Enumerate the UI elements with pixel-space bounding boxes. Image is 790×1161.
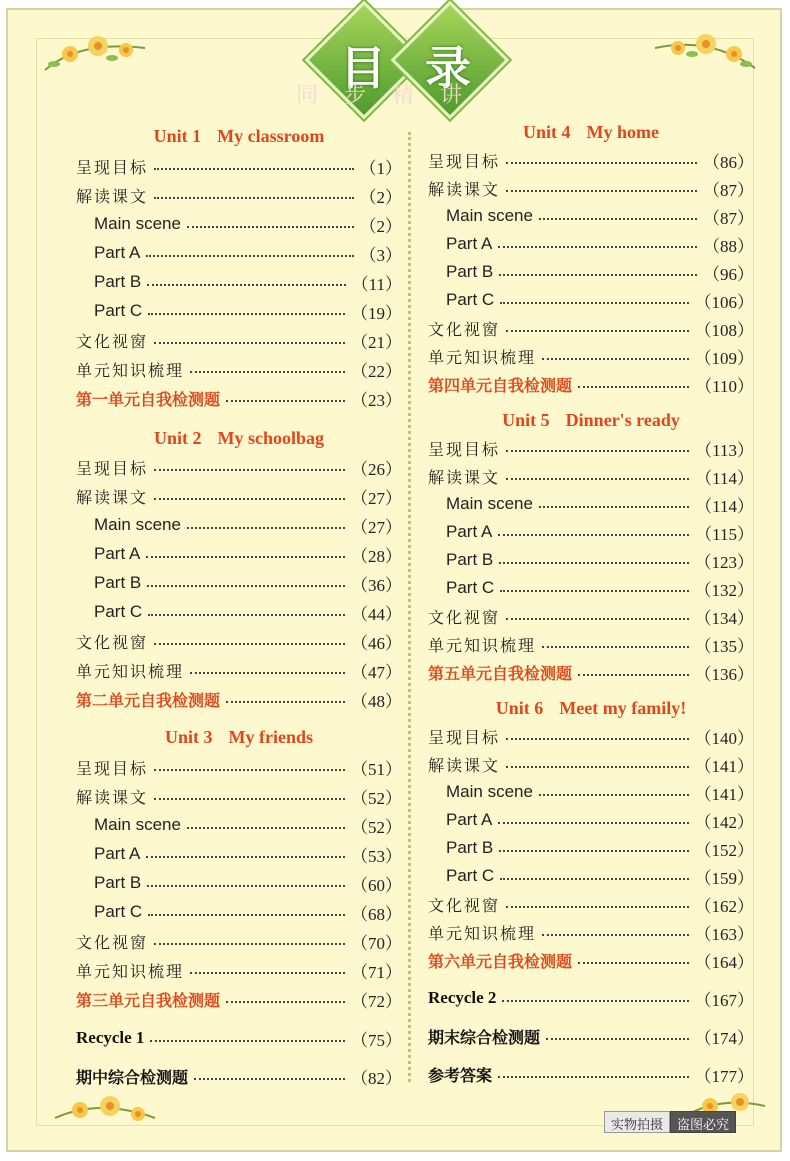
entry-label: Part C — [94, 301, 143, 320]
flower-decoration-icon — [650, 28, 760, 78]
toc-entry[interactable] — [428, 750, 754, 778]
toc-entry[interactable] — [76, 326, 402, 354]
entry-label: 文化视窗 — [76, 632, 149, 652]
toc-entry[interactable] — [76, 811, 402, 839]
entry-page: （96） — [703, 264, 754, 284]
toc-entry-test[interactable] — [76, 685, 402, 713]
toc-entry[interactable] — [76, 598, 402, 626]
toc-entry[interactable] — [76, 656, 402, 684]
entry-label: 第二单元自我检测题 — [76, 690, 221, 710]
entry-page: （113） — [695, 440, 754, 460]
entry-page: （21） — [351, 332, 402, 352]
unit-4-heading[interactable]: Unit 4 My home — [523, 122, 659, 142]
entry-page: （47） — [351, 662, 402, 682]
entry-label: Main scene — [94, 815, 181, 834]
entry-page: （140） — [694, 728, 754, 748]
entry-page: （114） — [695, 496, 754, 516]
entry-page: （75） — [351, 1030, 402, 1050]
entry-label: 文化视窗 — [76, 932, 149, 952]
toc-entry[interactable] — [428, 778, 754, 806]
entry-page: （82） — [351, 1068, 402, 1088]
column-divider — [408, 132, 411, 1082]
entry-label: Part A — [446, 810, 493, 829]
entry-page: （163） — [694, 924, 754, 944]
entry-page: （51） — [351, 759, 402, 779]
entry-label: Part B — [94, 573, 142, 592]
toc-entry[interactable] — [428, 890, 754, 918]
toc-entry[interactable] — [76, 453, 402, 481]
flower-decoration-icon — [40, 30, 150, 80]
entry-label: 单元知识梳理 — [428, 923, 537, 943]
toc-entry[interactable] — [76, 181, 402, 209]
entry-label: Part A — [94, 243, 141, 262]
faded-subtitle: 同步精讲 — [296, 83, 489, 108]
entry-label: Part C — [446, 290, 495, 309]
entry-label: 解读课文 — [428, 467, 501, 487]
entry-label: 第一单元自我检测题 — [76, 389, 221, 409]
unit-1-heading[interactable]: Unit 1 My classroom — [153, 126, 325, 146]
entry-page: （142） — [694, 812, 754, 832]
title-char-2: 录 — [425, 41, 471, 95]
entry-label: 第六单元自我检测题 — [428, 951, 573, 971]
entry-label: Part B — [446, 838, 494, 857]
toc-entry[interactable] — [76, 869, 402, 897]
toc-entry[interactable] — [76, 210, 402, 238]
entry-page: （123） — [694, 552, 754, 572]
toc-entry-test[interactable] — [76, 985, 402, 1013]
entry-page: （87） — [703, 180, 754, 200]
entry-page: （70） — [351, 933, 402, 953]
entry-label: Part C — [94, 902, 143, 921]
toc-entry[interactable] — [428, 602, 754, 630]
entry-label: Part A — [94, 544, 141, 563]
entry-label: Part B — [446, 262, 494, 281]
entry-page: （132） — [694, 580, 754, 600]
toc-entry-test[interactable] — [76, 384, 402, 412]
toc-entry[interactable] — [428, 574, 754, 602]
entry-page: （136） — [694, 664, 754, 684]
entry-page: （87） — [703, 208, 754, 228]
entry-page: （167） — [694, 990, 754, 1010]
entry-page: （114） — [695, 468, 754, 488]
unit-5-heading[interactable]: Unit 5 Dinner's ready — [502, 410, 680, 430]
entry-page: （52） — [351, 788, 402, 808]
entry-page: （152） — [694, 840, 754, 860]
entry-label: 解读课文 — [76, 787, 149, 807]
toc-entry[interactable] — [76, 782, 402, 810]
entry-page: （53） — [351, 846, 402, 866]
entry-label: Part C — [446, 578, 495, 597]
toc-entry[interactable] — [76, 569, 402, 597]
toc-entry[interactable] — [76, 753, 402, 781]
entry-page: （2） — [359, 216, 402, 236]
toc-entry[interactable] — [428, 258, 754, 286]
entry-page: （48） — [351, 691, 402, 711]
toc-entry[interactable] — [76, 482, 402, 510]
entry-label: Part B — [446, 550, 494, 569]
entry-label: Main scene — [446, 206, 533, 225]
toc-entry[interactable] — [428, 722, 754, 750]
entry-label: 文化视窗 — [428, 319, 501, 339]
entry-page: （110） — [695, 376, 754, 396]
toc-entry-final[interactable] — [428, 1022, 754, 1050]
toc-entry-test[interactable] — [428, 946, 754, 974]
toc-entry[interactable] — [76, 927, 402, 955]
entry-label: 文化视窗 — [428, 895, 501, 915]
entry-page: （134） — [694, 608, 754, 628]
entry-label: 期中综合检测题 — [76, 1067, 189, 1087]
entry-label: 呈现目标 — [76, 458, 149, 478]
entry-label: 解读课文 — [76, 186, 149, 206]
entry-label: Part A — [446, 522, 493, 541]
entry-label: Main scene — [446, 782, 533, 801]
toc-entry[interactable] — [76, 297, 402, 325]
toc-entry[interactable] — [76, 239, 402, 267]
entry-label: 呈现目标 — [428, 151, 501, 171]
entry-page: （26） — [351, 459, 402, 479]
entry-label: 第三单元自我检测题 — [76, 990, 221, 1010]
toc-entry[interactable] — [76, 956, 402, 984]
toc-entry-midterm[interactable] — [76, 1062, 402, 1090]
watermark-stamp — [604, 1111, 736, 1133]
entry-page: （109） — [694, 348, 754, 368]
entry-label: 文化视窗 — [76, 331, 149, 351]
toc-entry[interactable] — [428, 806, 754, 834]
entry-label: Recycle 1 — [76, 1028, 145, 1047]
entry-page: （23） — [351, 390, 402, 410]
toc-entry[interactable] — [76, 355, 402, 383]
toc-entry[interactable] — [76, 511, 402, 539]
toc-entry-test[interactable] — [428, 370, 754, 398]
entry-page: （27） — [351, 488, 402, 508]
entry-page: （88） — [703, 236, 754, 256]
entry-label: Main scene — [94, 515, 181, 534]
entry-page: （36） — [351, 575, 402, 595]
toc-entry-recycle-1[interactable] — [76, 1024, 402, 1052]
entry-label: Part A — [94, 844, 141, 863]
toc-entry[interactable] — [76, 898, 402, 926]
entry-label: 呈现目标 — [76, 758, 149, 778]
toc-entry[interactable] — [428, 918, 754, 946]
unit-3-heading[interactable]: Unit 3 My friends — [164, 727, 313, 747]
entry-page: （141） — [694, 784, 754, 804]
entry-page: （135） — [694, 636, 754, 656]
toc-entry[interactable] — [428, 490, 754, 518]
entry-label: 参考答案 — [428, 1065, 493, 1085]
entry-page: （108） — [694, 320, 754, 340]
toc-entry[interactable] — [428, 286, 754, 314]
title-char-1: 目 — [340, 41, 386, 95]
entry-label: Part B — [94, 272, 142, 291]
entry-page: （1） — [359, 158, 402, 178]
toc-entry[interactable] — [428, 462, 754, 490]
entry-label: Recycle 2 — [428, 988, 497, 1007]
entry-label: Part B — [94, 873, 142, 892]
entry-page: （68） — [351, 904, 402, 924]
flower-decoration-icon — [50, 1088, 160, 1138]
toc-entry[interactable] — [76, 627, 402, 655]
toc-entry[interactable] — [428, 230, 754, 258]
toc-entry[interactable] — [428, 518, 754, 546]
entry-page: （162） — [694, 896, 754, 916]
entry-page: （3） — [359, 245, 402, 265]
toc-entry[interactable] — [76, 268, 402, 296]
toc-entry[interactable] — [428, 834, 754, 862]
entry-page: （72） — [351, 991, 402, 1011]
toc-entry[interactable] — [428, 202, 754, 230]
entry-label: 单元知识梳理 — [428, 635, 537, 655]
entry-page: （71） — [351, 962, 402, 982]
toc-entry[interactable] — [428, 146, 754, 174]
entry-label: 解读课文 — [76, 487, 149, 507]
entry-label: 单元知识梳理 — [76, 961, 185, 981]
toc-entry[interactable] — [76, 840, 402, 868]
toc-entry-recycle-2[interactable] — [428, 984, 754, 1012]
entry-page: （2） — [359, 187, 402, 207]
entry-page: （28） — [351, 546, 402, 566]
entry-label: 呈现目标 — [428, 727, 501, 747]
toc-entry[interactable] — [76, 152, 402, 180]
toc-entry[interactable] — [428, 862, 754, 890]
entry-label: 单元知识梳理 — [76, 661, 185, 681]
toc-entry[interactable] — [428, 342, 754, 370]
entry-label: 文化视窗 — [428, 607, 501, 627]
entry-label: 单元知识梳理 — [76, 360, 185, 380]
toc-entry[interactable] — [428, 630, 754, 658]
entry-page: （52） — [351, 817, 402, 837]
entry-page: （141） — [694, 756, 754, 776]
stamp-right: 盗图必究 — [670, 1111, 736, 1133]
entry-page: （11） — [351, 274, 402, 294]
entry-page: （60） — [351, 875, 402, 895]
toc-entry-test[interactable] — [428, 658, 754, 686]
entry-page: （174） — [694, 1028, 754, 1048]
entry-label: Main scene — [94, 214, 181, 233]
toc-entry[interactable] — [428, 314, 754, 342]
toc-entry[interactable] — [76, 540, 402, 568]
entry-page: （86） — [703, 152, 754, 172]
entry-page: （22） — [351, 361, 402, 381]
stamp-left: 实物拍摄 — [604, 1111, 670, 1133]
entry-label: 呈现目标 — [76, 157, 149, 177]
entry-label: Part C — [446, 866, 495, 885]
entry-page: （115） — [695, 524, 754, 544]
toc-entry[interactable] — [428, 174, 754, 202]
entry-label: Part A — [446, 234, 493, 253]
unit-6-heading[interactable]: Unit 6 Meet my family! — [495, 698, 687, 718]
toc-entry[interactable] — [428, 546, 754, 574]
entry-page: （159） — [694, 868, 754, 888]
entry-label: 第五单元自我检测题 — [428, 663, 573, 683]
toc-entry-answers[interactable] — [428, 1060, 754, 1088]
entry-label: 解读课文 — [428, 179, 501, 199]
entry-page: （27） — [351, 517, 402, 537]
entry-label: Part C — [94, 602, 143, 621]
entry-page: （44） — [351, 604, 402, 624]
entry-label: 呈现目标 — [428, 439, 501, 459]
entry-label: 第四单元自我检测题 — [428, 375, 573, 395]
entry-page: （106） — [694, 292, 754, 312]
entry-label: Main scene — [446, 494, 533, 513]
entry-page: （177） — [694, 1066, 754, 1086]
toc-entry[interactable] — [428, 434, 754, 462]
entry-page: （46） — [351, 633, 402, 653]
entry-label: 期末综合检测题 — [428, 1027, 541, 1047]
entry-page: （164） — [694, 952, 754, 972]
unit-2-heading[interactable]: Unit 2 My schoolbag — [153, 428, 325, 448]
entry-label: 解读课文 — [428, 755, 501, 775]
entry-label: 单元知识梳理 — [428, 347, 537, 367]
entry-page: （19） — [351, 303, 402, 323]
